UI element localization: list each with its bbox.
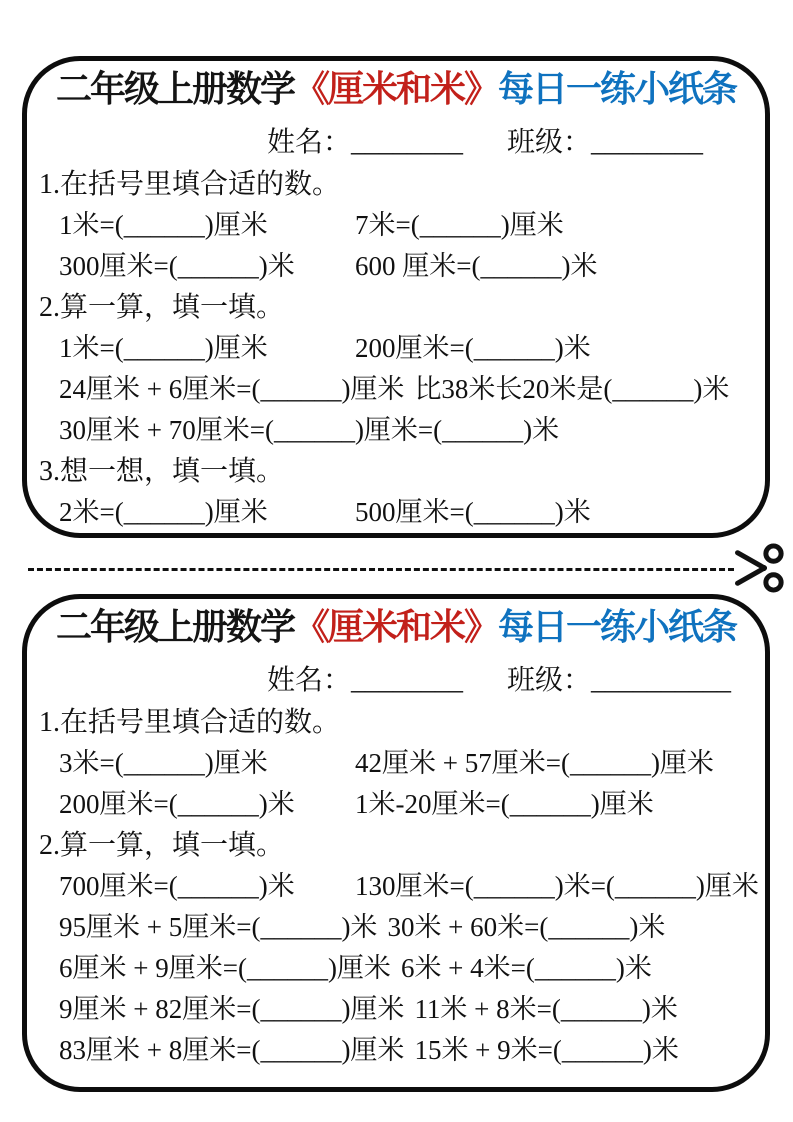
title-series: 每日一练小纸条 bbox=[498, 607, 737, 647]
question-text-right: 130厘米=(______)米=(______)厘米 bbox=[355, 871, 759, 901]
question-text-left: 83厘米 + 8厘米=(______)厘米 bbox=[59, 1035, 405, 1065]
question-text-right: 比38米长20米是(______)米 bbox=[414, 374, 730, 404]
class-label: 班级： bbox=[507, 127, 592, 158]
question-row bbox=[59, 246, 765, 287]
question-text-right: 6米 + 4米=(______)米 bbox=[400, 953, 652, 983]
title-subject: 二年级上册数学 bbox=[55, 607, 294, 647]
question-row bbox=[59, 1030, 765, 1071]
title-series: 每日一练小纸条 bbox=[498, 69, 737, 109]
question-text-left: 200厘米=(______)米 bbox=[59, 789, 295, 819]
question-row bbox=[59, 989, 765, 1030]
question-text-left: 1米=(______)厘米 bbox=[59, 333, 268, 363]
question-text-right: 200厘米=(______)米 bbox=[355, 333, 591, 363]
worksheet-card-bottom bbox=[22, 594, 770, 1092]
question-text-right: 1米-20厘米=(______)厘米 bbox=[355, 789, 654, 819]
question-block-heading: 3.想一想，填一填。 bbox=[39, 456, 285, 487]
question-blocks bbox=[27, 702, 765, 1071]
question-row bbox=[59, 205, 765, 246]
question-text-left: 24厘米 + 6厘米=(______)厘米 bbox=[59, 374, 405, 404]
question-text-left: 3米=(______)厘米 bbox=[59, 748, 268, 778]
title-topic: 《厘米和米》 bbox=[293, 607, 498, 647]
question-row bbox=[59, 784, 765, 825]
question-text-left: 6厘米 + 9厘米=(______)厘米 bbox=[59, 953, 391, 983]
question-block-heading: 1.在括号里填合适的数。 bbox=[39, 707, 341, 738]
question-row bbox=[59, 907, 765, 948]
question-text-right: 11米 + 8米=(______)米 bbox=[414, 994, 678, 1024]
name-class-row bbox=[267, 660, 765, 702]
title-subject: 二年级上册数学 bbox=[55, 69, 294, 109]
card-title bbox=[27, 602, 765, 652]
question-row bbox=[59, 410, 765, 451]
question-blocks bbox=[27, 164, 765, 533]
class-blank-line: __________ bbox=[591, 665, 732, 696]
question-text-right: 30米 + 60米=(______)米 bbox=[387, 912, 666, 942]
name-class-row bbox=[267, 122, 765, 164]
question-block-heading: 2.算一算，填一填。 bbox=[39, 292, 285, 323]
scissors-icon bbox=[733, 541, 787, 595]
question-text-right: 600 厘米=(______)米 bbox=[355, 251, 598, 281]
cut-line bbox=[28, 568, 734, 571]
name-label: 姓名： bbox=[267, 665, 352, 696]
question-text-left: 30厘米 + 70厘米=(______)厘米=(______)米 bbox=[59, 415, 560, 445]
question-row bbox=[59, 492, 765, 533]
question-text-left: 2米=(______)厘米 bbox=[59, 497, 268, 527]
name-blank-line: ________ bbox=[351, 127, 464, 158]
question-text-right: 7米=(______)厘米 bbox=[355, 210, 564, 240]
question-row bbox=[59, 743, 765, 784]
class-label: 班级： bbox=[507, 665, 592, 696]
question-row bbox=[59, 948, 765, 989]
question-row bbox=[59, 369, 765, 410]
worksheet-card-top bbox=[22, 56, 770, 538]
name-label: 姓名： bbox=[267, 127, 352, 158]
question-block-heading: 1.在括号里填合适的数。 bbox=[39, 169, 341, 200]
question-row bbox=[59, 328, 765, 369]
question-text-left: 9厘米 + 82厘米=(______)厘米 bbox=[59, 994, 405, 1024]
question-text-left: 1米=(______)厘米 bbox=[59, 210, 268, 240]
question-text-right: 42厘米 + 57厘米=(______)厘米 bbox=[355, 748, 714, 778]
name-blank-line: ________ bbox=[351, 665, 464, 696]
question-row bbox=[59, 866, 765, 907]
question-text-left: 300厘米=(______)米 bbox=[59, 251, 295, 281]
question-text-right: 15米 + 9米=(______)米 bbox=[414, 1035, 679, 1065]
question-text-right: 500厘米=(______)米 bbox=[355, 497, 591, 527]
card-title bbox=[27, 64, 765, 114]
question-text-left: 95厘米 + 5厘米=(______)米 bbox=[59, 912, 378, 942]
question-text-left: 700厘米=(______)米 bbox=[59, 871, 295, 901]
question-block-heading: 2.算一算，填一填。 bbox=[39, 830, 285, 861]
title-topic: 《厘米和米》 bbox=[293, 69, 498, 109]
class-blank-line: ________ bbox=[591, 127, 704, 158]
